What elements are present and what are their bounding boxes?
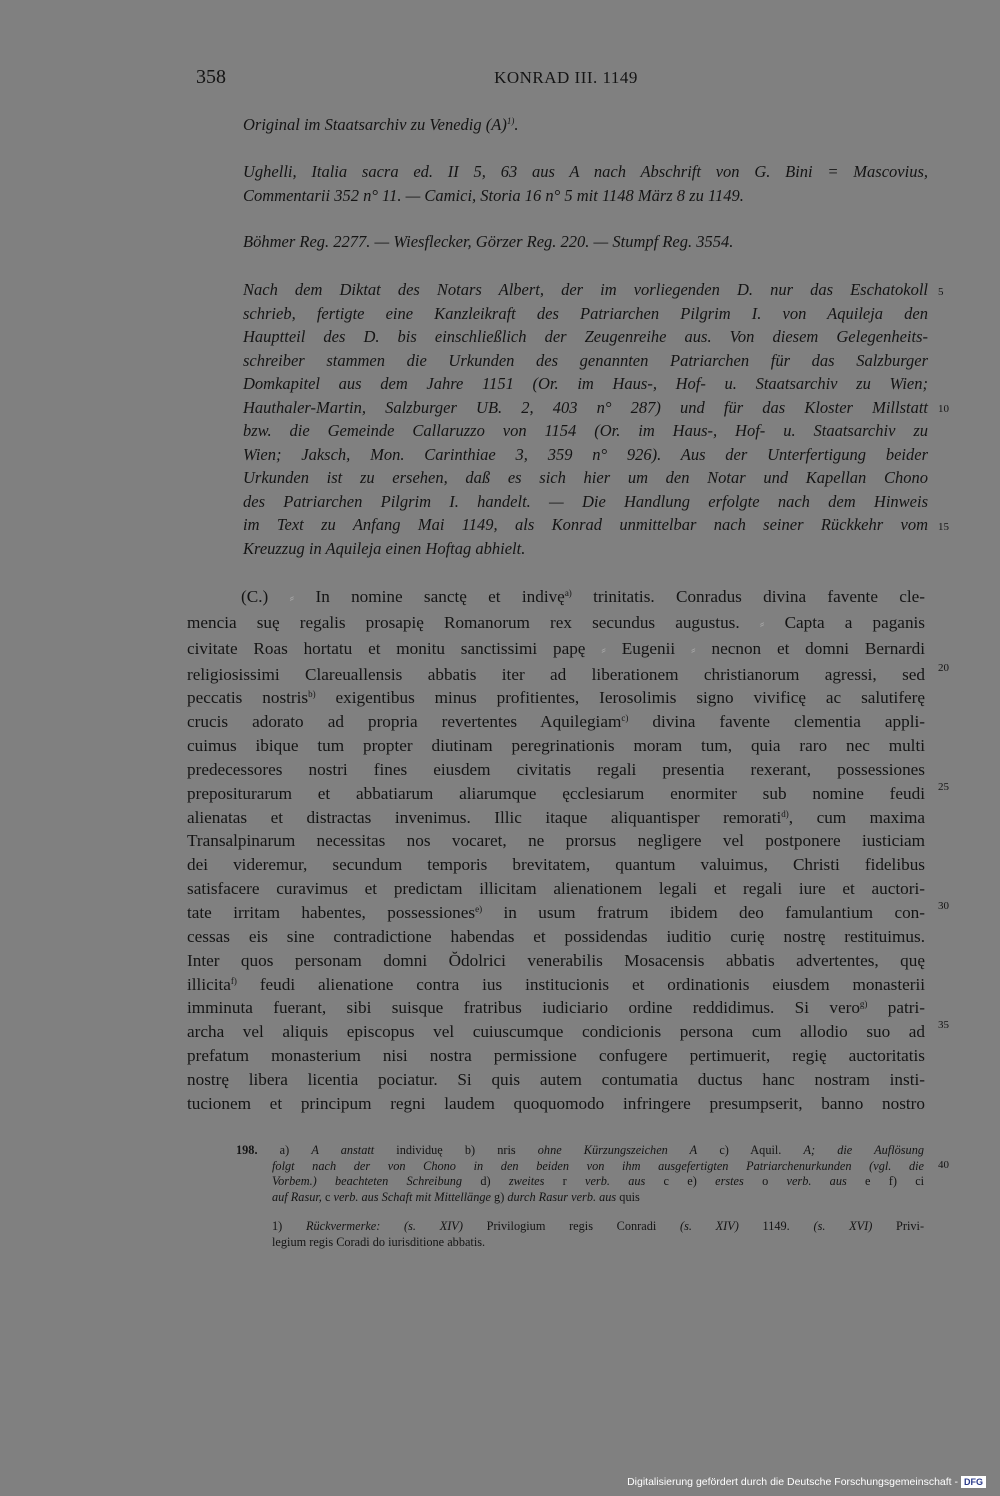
text-line: prepositurarum et abbatiarum aliarumque ęcclesiarum enormiter sub nomine feudi <box>187 783 925 803</box>
text-line: prefatum monasterium nisi nostra permissione confugere pertimuerit, regię auctoritatis <box>187 1046 925 1066</box>
line-number: 40 <box>938 1159 949 1171</box>
line-number: 10 <box>938 403 949 415</box>
dfg-logo: DFG <box>961 1476 986 1488</box>
regesta-block <box>243 230 928 254</box>
text-line: religiosissimi Clareuallensis abbatis iter ad liberationem christianorum agressi, sed <box>187 664 925 684</box>
editions-block <box>243 160 928 207</box>
commentary-line: schrieb, fertigte eine Kanzleikraft des Patriarchen Pilgrim I. von Aquileja den <box>243 303 928 323</box>
page-number: 358 <box>196 66 226 88</box>
credit-text: Digitalisierung gefördert durch die Deutsche Forschungsgemeinschaft - <box>627 1476 958 1488</box>
text-line: imminuta fuerant, sibi suisque fratribus iudiciario ordine reddidimus. Si vero$^{g)}$ patri- <box>187 998 926 1018</box>
text-line: mencia suę regalis prosapię Romanorum rex secundus augustus. ⸗ Capta a paganis <box>187 612 925 632</box>
line-number: 25 <box>938 781 949 793</box>
footnote-line: folgt nach der von Chono in den beiden von ihm ausgefertigten Patriarchenurkunden (vgl. die <box>272 1158 924 1173</box>
text-line: peccatis nostris$^{b)}$ exigentibus minus profitientes, Ierosolimis signo vivificę ac salutiferę <box>187 688 926 708</box>
digitization-credit <box>627 1476 986 1488</box>
text-line: tucionem et principum regni laudem quoquomodo infringere presumpserit, banno nostro <box>187 1093 925 1113</box>
commentary-line: Wien; Jaksch, Mon. Carinthiae 3, 359 n° 926). Aus der Unterfertigung beider <box>243 444 928 464</box>
commentary-line: Hauthaler-Martin, Salzburger UB. 2, 403 n° 287) und für das Kloster Millstatt <box>243 397 928 417</box>
text-line: archa vel aliquis episcopus vel cuiuscumque condicionis persona cum allodio suo ad <box>187 1022 925 1042</box>
text-line: dei videremur, secundum temporis brevitatem, quantum valuimus, Christi fidelibus <box>187 855 925 875</box>
line-number: 30 <box>938 900 949 912</box>
line-number: 15 <box>938 521 949 533</box>
line-number: 35 <box>938 1019 949 1031</box>
regesta-line: Böhmer Reg. 2277. — Wiesflecker, Görzer Reg. 220. — Stumpf Reg. 3554. <box>243 232 734 251</box>
page-header <box>196 66 936 92</box>
source-line: Original im Staatsarchiv zu Venedig $(A)^{1)}$. <box>243 115 519 134</box>
text-line: satisfacere curavimus et predictam illicitam alienationem legali et regali iure et auctori- <box>187 879 925 899</box>
editions-line: Ughelli, Italia sacra ed. II 5, 63 aus A nach Abschrift von G. Bini = Mascovius, <box>243 162 928 181</box>
note-line: 1) Rückvermerke: (s. XIV) Privilogium regis Conradi (s. XIV) 1149. (s. XVI) Privi- <box>272 1219 925 1233</box>
commentary-line: schreiber stammen die Urkunden des genannten Patriarchen für das Salzburger <box>243 350 928 370</box>
commentary-line: des Patriarchen Pilgrim I. handelt. — Die Handlung erfolgte nach dem Hinweis <box>243 491 928 511</box>
text-line: civitate Roas hortatu et monitu sanctissimi papę ⸗ Eugenii ⸗ necnon et domni Bernardi <box>187 638 926 658</box>
text-line: cuimus ibique tum propter diutinam peregrinationis moram tum, quia raro nec multi <box>187 736 925 756</box>
footnote-line: 198. a) A anstatt individuę b) nris ohne Kürzungszeichen A c) Aquil. A; die Auflösung <box>236 1143 924 1157</box>
footnote-line: Vorbem.) beachteten Schreibung d) zweites r verb. aus c e) erstes o verb. aus e f) ci <box>272 1174 925 1188</box>
text-line: alienatas et distractas invenimus. Illic itaque aliquantisper remorati$^{d)}$, cum maxima <box>187 807 925 827</box>
commentary-line: bzw. die Gemeinde Callaruzzo von 1154 (Or. im Haus-, Hof- u. Staatsarchiv zu <box>243 421 928 440</box>
commentary-line: Kreuzzug in Aquileja einen Hoftag abhielt. <box>243 538 526 558</box>
charter-text <box>187 585 925 1116</box>
text-line: illicita$^{f)}$ feudi alienatione contra ius institucionis et ordinationis eiusdem monasterii <box>187 974 925 994</box>
commentary-line: Urkunden ist zu ersehen, daß es sich hier um den Notar und Kapellan Chono <box>243 468 928 487</box>
commentary-line: im Text zu Anfang Mai 1149, als Konrad unmittelbar nach seiner Rückkehr vom <box>243 515 928 534</box>
commentary-line: Domkapitel aus dem Jahre 1151 (Or. im Haus-, Hof- u. Staatsarchiv zu Wien; <box>243 374 928 393</box>
running-title: KONRAD III. 1149 <box>494 68 638 87</box>
commentary-block <box>243 278 928 560</box>
commentary-line: Nach dem Diktat des Notars Albert, der im vorliegenden D. nur das Eschatokoll <box>243 280 928 299</box>
text-line: predecessores nostri fines eiusdem civitatis regali presentia rexerant, possessiones <box>187 759 925 779</box>
text-line: crucis adorato ad propria revertentes Aquilegiam$^{c)}$ divina favente clementia appli- <box>187 712 925 732</box>
text-line: (C.) ⸗ In nomine sanctę et indivę$^{a)}$ trinitatis. Conradus divina favente cle- <box>241 587 926 606</box>
source-note-ref: 1) <box>506 116 515 126</box>
line-number: 20 <box>938 662 949 674</box>
text-line: nostrę libera licentia pociatur. Si quis autem contumatia ductus hanc nostram insti- <box>187 1069 925 1089</box>
text-line: Transalpinarum necessitas nos vocaret, ne prorsus negligere vel postponere iusticiam <box>187 831 925 851</box>
note-line: legium regis Coradi do iurisditione abbatis. <box>272 1235 486 1249</box>
commentary-line: Hauptteil des D. bis einschließlich der Zeugenreihe aus. Von diesem Gelegenheits- <box>243 327 928 346</box>
text-line: cessas eis sine contradictione habendas et possidendas iuditio curię nostrę restituimus. <box>187 926 925 946</box>
apparatus-footnotes <box>236 1143 924 1205</box>
footnote-line: auf Rasur, c verb. aus Schaft mit Mittellänge g) durch Rasur verb. aus quis <box>272 1189 640 1204</box>
dorsal-notes <box>272 1218 924 1250</box>
line-number: 5 <box>938 286 944 298</box>
source-original: Original im Staatsarchiv zu Venedig (A) <box>243 115 507 134</box>
text-line: tate irritam habentes, possessiones$^{e)}$ in usum fratrum ibidem deo famulantium con- <box>187 902 925 922</box>
text-line: Inter quos personam domni Ŏdolrici venerabilis Mosacensis abbatis advertentes, quę <box>187 950 925 970</box>
editions-line: Commentarii 352 n° 11. — Camici, Storia 16 n° 5 mit 1148 März 8 zu 1149. <box>243 185 744 205</box>
